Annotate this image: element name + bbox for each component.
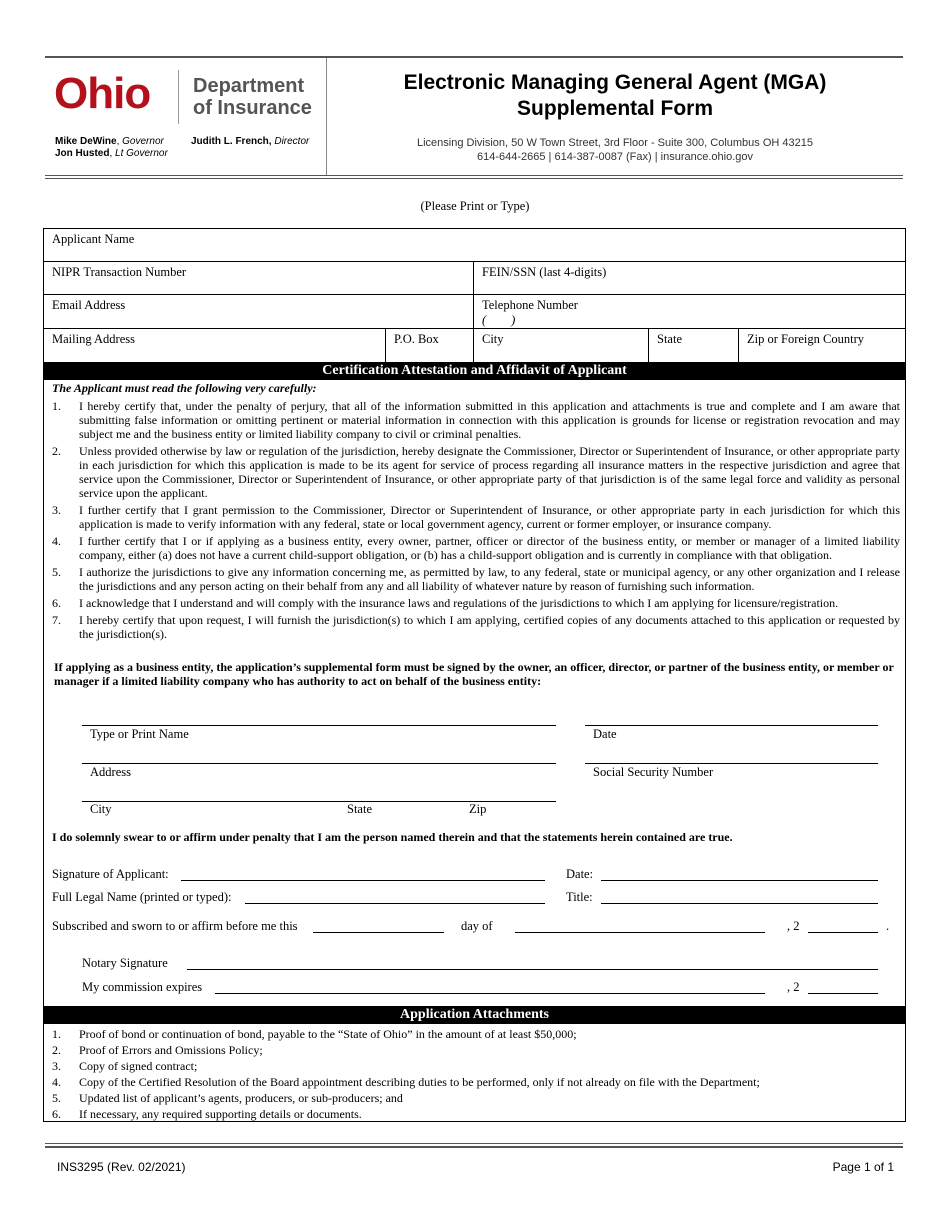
header-top-rule: [45, 56, 903, 58]
state-label: State: [657, 332, 682, 346]
po-box-label: P.O. Box: [394, 332, 439, 346]
address-line[interactable]: [82, 763, 556, 764]
day-of-label: day of: [461, 919, 493, 933]
list-item: [52, 399, 900, 441]
item-number: 2.: [52, 444, 61, 458]
state-field[interactable]: [648, 329, 738, 362]
commission-year-prefix: , 2: [787, 980, 800, 994]
item-number: 1.: [52, 399, 61, 413]
list-item: [52, 444, 900, 500]
year-period: .: [886, 919, 890, 933]
telephone-parens: ( ): [482, 313, 516, 327]
type-name-line[interactable]: [82, 725, 556, 726]
signer-state-label: State: [347, 802, 372, 816]
nipr-label: NIPR Transaction Number: [52, 265, 187, 279]
item-text: I further certify that I grant permission to the Commissioner, Director or Superintendent of Insurance, or other appropriate party in each jurisdiction for which this application is made to verify information with any federal, state or local government agency, current or former employer, or insurance company.: [79, 503, 900, 531]
list-item: [52, 1058, 900, 1074]
commission-year-line[interactable]: [808, 993, 878, 994]
applicant-info-table: [43, 228, 906, 363]
commission-label: My commission expires: [82, 980, 203, 994]
po-box-field[interactable]: [385, 329, 473, 362]
subscribed-label: Subscribed and sworn to or affirm before me this: [52, 919, 298, 933]
commission-line[interactable]: [215, 993, 765, 994]
email-field[interactable]: [44, 295, 473, 328]
subscribed-day-line[interactable]: [313, 932, 444, 933]
item-number: 3.: [52, 503, 61, 517]
ssn-label: Social Security Number: [593, 765, 714, 779]
item-text: Copy of signed contract;: [79, 1059, 198, 1073]
year-prefix: , 2: [787, 919, 800, 933]
notary-signature-label: Notary Signature: [82, 956, 168, 970]
logo-divider: [178, 70, 179, 124]
signature-line[interactable]: [181, 880, 545, 881]
item-text: I hereby certify that upon request, I will furnish the jurisdiction(s) to which I am applying, certified copies of any documents attached to this application or requested by the jurisdiction(s).: [79, 613, 900, 641]
oath-date-label: Date:: [566, 867, 594, 881]
city-label: City: [482, 332, 504, 346]
signature-label: Signature of Applicant:: [52, 867, 169, 881]
attachments-list: [52, 1026, 900, 1122]
type-name-label: Type or Print Name: [90, 727, 189, 741]
list-item: [52, 1090, 900, 1106]
mailing-address-field[interactable]: [44, 329, 385, 362]
mailing-row: [44, 329, 905, 362]
header-divider: [326, 58, 327, 175]
ssn-line[interactable]: [585, 763, 878, 764]
date-line[interactable]: [585, 725, 878, 726]
legal-name-line[interactable]: [245, 903, 545, 904]
address-label: Address: [90, 765, 131, 779]
certification-heading: Certification Attestation and Affidavit of Applicant: [43, 362, 906, 380]
print-instruction: (Please Print or Type): [420, 199, 530, 213]
attachments-heading: Application Attachments: [43, 1006, 906, 1024]
director-title: Director: [274, 136, 310, 147]
director-block: [191, 136, 309, 148]
department-line-2: of Insurance: [193, 97, 312, 119]
applicant-name-field[interactable]: [44, 229, 905, 261]
list-item: [52, 1042, 900, 1058]
business-entity-note: If applying as a business entity, the application’s supplemental form must be signed by the owner, an officer, director, or partner of the business entity, or member or manager if a limited liability company who has authority to act on behalf of the business entity:: [54, 660, 894, 688]
header-bottom-rule-2: [45, 178, 903, 179]
zip-field[interactable]: [738, 329, 905, 362]
form-id: INS3295 (Rev. 02/2021): [57, 1160, 186, 1174]
item-text: Proof of bond or continuation of bond, payable to the “State of Ohio” in the amount of at least $50,000;: [79, 1027, 577, 1041]
header-bottom-rule: [45, 175, 903, 176]
item-number: 6.: [52, 1107, 61, 1121]
ohio-logo: Ohio: [54, 69, 151, 118]
fein-field[interactable]: [473, 262, 905, 294]
item-text: I authorize the jurisdictions to give any information concerning me, as permitted by law, to any federal, state or municipal agency, or any other organization and I release the jurisdictions and any person acting on their behalf from any and all liability of whatever nature by reason of furnishing such information.: [79, 565, 900, 593]
list-item: [52, 1026, 900, 1042]
fein-label: FEIN/SSN (last 4-digits): [482, 265, 607, 279]
item-number: 7.: [52, 613, 61, 627]
oath-date-line[interactable]: [601, 880, 878, 881]
city-field[interactable]: [473, 329, 648, 362]
governor-name: Mike DeWine: [55, 136, 117, 147]
item-number: 5.: [52, 1091, 61, 1105]
telephone-label: Telephone Number: [482, 298, 578, 312]
month-line[interactable]: [515, 932, 765, 933]
footer-rule-2: [45, 1146, 903, 1148]
list-item: [52, 1074, 900, 1090]
item-number: 3.: [52, 1059, 61, 1073]
title-label: Title:: [566, 890, 593, 904]
division-address: [330, 136, 900, 164]
list-item: [52, 1106, 900, 1122]
page-number: Page 1 of 1: [832, 1160, 894, 1174]
address-line-1: Licensing Division, 50 W Town Street, 3rd Floor - Suite 300, Columbus OH 43215: [417, 137, 813, 149]
certification-list: [52, 399, 900, 644]
item-number: 5.: [52, 565, 61, 579]
telephone-field[interactable]: [473, 295, 905, 328]
item-text: I further certify that I or if applying as a business entity, every owner, partner, officer or director of the business entity, or member or manager of a limited liability company, either (a) does not have a current child-support obligation, or (b) has a child-support obligation and is currently in compliance with that obligation.: [79, 534, 900, 562]
list-item: [52, 503, 900, 531]
applicant-name-label: Applicant Name: [52, 232, 135, 246]
form-title: [330, 70, 900, 122]
title-line[interactable]: [601, 903, 878, 904]
item-text: Proof of Errors and Omissions Policy;: [79, 1043, 263, 1057]
item-text: Copy of the Certified Resolution of the Board appointment describing duties to be performed, only if not already on file with the Department;: [79, 1075, 760, 1089]
nipr-field[interactable]: [44, 262, 473, 294]
item-text: Updated list of applicant’s agents, producers, or sub-producers; and: [79, 1091, 403, 1105]
item-number: 4.: [52, 534, 61, 548]
signer-zip-label: Zip: [469, 802, 487, 816]
governor-title: Governor: [122, 136, 164, 147]
footer-rule: [45, 1143, 903, 1144]
zip-label: Zip or Foreign Country: [747, 332, 865, 346]
lt-governor-title: Lt Governor: [115, 148, 168, 159]
year-line[interactable]: [808, 932, 878, 933]
form-title-line-2: Supplemental Form: [516, 97, 714, 120]
list-item: [52, 596, 900, 610]
item-text: I acknowledge that I understand and will comply with the insurance laws and regulations of the jurisdictions to which I am applying for licensure/registration.: [79, 596, 839, 610]
department-line-1: Department: [193, 75, 305, 97]
date-label: Date: [593, 727, 617, 741]
mailing-address-label: Mailing Address: [52, 332, 135, 346]
oath-statement: I do solemnly swear to or affirm under penalty that I am the person named therein and that the statements herein contained are true.: [52, 830, 733, 844]
form-title-line-1: Electronic Managing General Agent (MGA): [403, 71, 827, 94]
email-label: Email Address: [52, 298, 126, 312]
item-text: If necessary, any required supporting details or documents.: [79, 1107, 362, 1121]
item-number: 1.: [52, 1027, 61, 1041]
legal-name-label: Full Legal Name (printed or typed):: [52, 890, 232, 904]
item-number: 6.: [52, 596, 61, 610]
notary-signature-line[interactable]: [187, 969, 878, 970]
governor-block: Mike DeWine, Governor Jon Husted, Lt Governor: [55, 136, 168, 159]
contact-row: [44, 295, 905, 329]
item-number: 2.: [52, 1043, 61, 1057]
lt-governor-name: Jon Husted: [55, 148, 110, 159]
item-number: 4.: [52, 1075, 61, 1089]
nipr-row: [44, 262, 905, 295]
signer-city-label: City: [90, 802, 112, 816]
department-name: [193, 75, 312, 119]
certification-intro: The Applicant must read the following very carefully:: [52, 381, 317, 395]
list-item: [52, 565, 900, 593]
item-text: Unless provided otherwise by law or regulation of the jurisdiction, hereby designate the Commissioner, Director or Superintendent of Insurance, or other appropriate party in each jurisdiction for which this application is made to be its agent for service of process regarding all insurance matters in the respective jurisdiction and agree that service upon the Commissioner, Director or Superintendent of Insurance, or other appropriate party of that jurisdiction is of the same legal force and validity as personal service upon the applicant.: [79, 444, 900, 500]
applicant-name-row: [44, 229, 905, 262]
director-name: Judith L. French,: [191, 136, 272, 147]
list-item: [52, 534, 900, 562]
address-line-2: 614-644-2665 | 614-387-0087 (Fax) | insurance.ohio.gov: [476, 151, 753, 163]
list-item: [52, 613, 900, 641]
item-text: I hereby certify that, under the penalty of perjury, that all of the information submitted in this application and attachments is true and complete and I am aware that submitting false information or omitting pertinent or material information in connection with this application is grounds for license or registration revocation and may subject me and the business entity or limited liability company to civil or criminal penalties.: [79, 399, 900, 441]
